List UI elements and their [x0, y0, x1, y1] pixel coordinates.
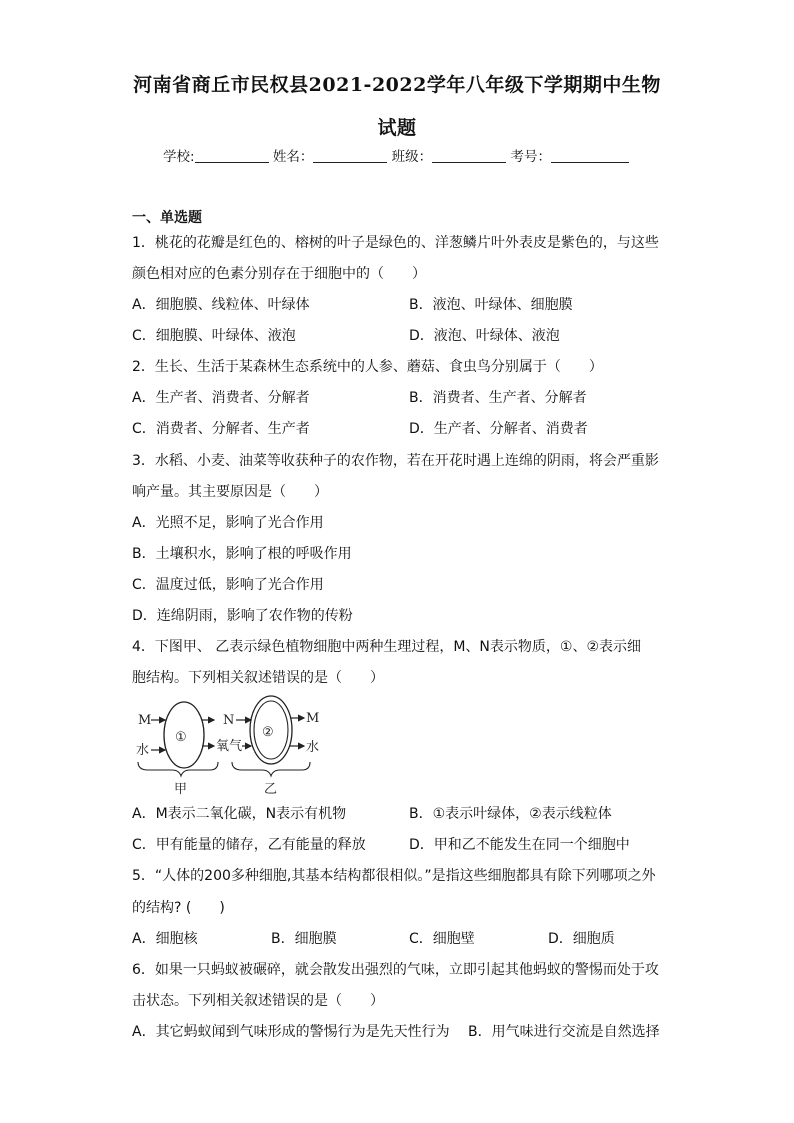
q1-stem-line1: 1．桃花的花瓣是红色的、榕树的叶子是绿色的、洋葱鳞片叶外表皮是紫色的，与这些 — [132, 235, 659, 251]
q4-option-c[interactable]: C．甲有能量的储存，乙有能量的释放 — [132, 837, 366, 853]
q4-option-b[interactable]: B．①表示叶绿体，②表示线粒体 — [409, 806, 612, 822]
q5-option-c[interactable]: C．细胞壁 — [409, 931, 475, 947]
diagram-label-jia: 甲 — [174, 782, 188, 797]
section-heading: 一、单选题 — [132, 210, 202, 226]
diagram-label-m-left: M — [138, 713, 152, 728]
diagram-label-circle1: ① — [175, 730, 187, 745]
q3-stem-line2: 响产量。其主要原因是（ ） — [132, 484, 328, 500]
q3-option-b[interactable]: B．土壤积水，影响了根的呼吸作用 — [132, 546, 352, 562]
q4-stem-line1: 4．下图甲、 乙表示绿色植物细胞中两种生理过程，M、N表示物质，①、②表示细 — [132, 639, 642, 655]
diagram-label-oxygen: 氧气 — [216, 739, 243, 754]
q5-option-b[interactable]: B．细胞膜 — [271, 931, 337, 947]
brace-jia — [138, 762, 218, 776]
q5-option-a[interactable]: A．细胞核 — [132, 931, 198, 947]
q3-option-d[interactable]: D．连绵阴雨，影响了农作物的传粉 — [132, 608, 353, 624]
q1-stem-line2: 颜色相对应的色素分别存在于细胞中的（ ） — [132, 266, 426, 282]
diagram-label-water-right: 水 — [306, 740, 320, 755]
q2-option-c[interactable]: C．消费者、分解者、生产者 — [132, 421, 310, 437]
q6-options-ab[interactable]: A．其它蚂蚁闻到气味形成的警惕行为是先天性行为 B．用气味进行交流是自然选择 — [132, 1024, 660, 1040]
q6-stem-line2: 击状态。下列相关叙述错误的是（ ） — [132, 993, 384, 1009]
q2-option-d[interactable]: D．生产者、分解者、消费者 — [409, 421, 588, 437]
school-label: 学校: — [163, 149, 195, 165]
name-label: 姓名： — [272, 149, 314, 165]
diagram-label-water-left: 水 — [136, 743, 150, 758]
diagram-label-circle2: ② — [262, 725, 274, 740]
diagram-label-n: N — [223, 713, 235, 728]
q2-option-b[interactable]: B．消费者、生产者、分解者 — [409, 390, 587, 406]
class-blank[interactable] — [432, 148, 506, 163]
exam-number-label: 考号： — [510, 149, 551, 165]
q5-option-d[interactable]: D．细胞质 — [548, 931, 615, 947]
document-title-line1: 河南省商丘市民权县2021-2022学年八年级下学期期中生物 — [133, 74, 661, 96]
q3-option-a[interactable]: A．光照不足，影响了光合作用 — [132, 515, 324, 531]
exam-number-blank[interactable] — [551, 148, 629, 163]
class-label: 班级： — [391, 149, 433, 165]
q2-stem-line1: 2．生长、生活于某森林生态系统中的人参、蘑菇、食虫鸟分别属于（ ） — [132, 359, 603, 375]
q2-option-a[interactable]: A．生产者、消费者、分解者 — [132, 390, 310, 406]
q4-option-a[interactable]: A．M表示二氧化碳，N表示有机物 — [132, 806, 347, 822]
q4-stem-line2: 胞结构。下列相关叙述错误的是（ ） — [132, 670, 384, 686]
q3-option-c[interactable]: C．温度过低，影响了光合作用 — [132, 577, 324, 593]
q1-option-a[interactable]: A．细胞膜、线粒体、叶绿体 — [132, 297, 310, 313]
q4-option-d[interactable]: D．甲和乙不能发生在同一个细胞中 — [409, 837, 630, 853]
name-blank[interactable] — [313, 148, 387, 163]
school-blank[interactable] — [195, 148, 269, 163]
document-title-line2: 试题 — [377, 117, 417, 139]
q1-option-d[interactable]: D．液泡、叶绿体、液泡 — [409, 328, 560, 344]
diagram-label-m-right: M — [306, 711, 320, 726]
q3-stem-line1: 3．水稻、小麦、油菜等收获种子的农作物，若在开花时遇上连绵的阴雨，将会严重影 — [132, 453, 659, 469]
photosynthesis-respiration-diagram — [134, 690, 334, 798]
q5-stem-line1: 5．“人体的200多种细胞,其基本结构都很相似。”是指这些细胞都具有除下列哪项之外 — [132, 868, 656, 884]
q5-stem-line2: 的结构? ( ) — [132, 900, 225, 916]
q1-option-c[interactable]: C．细胞膜、叶绿体、液泡 — [132, 328, 296, 344]
student-info-line — [163, 145, 629, 165]
diagram-label-yi: 乙 — [264, 782, 278, 797]
q6-stem-line1: 6．如果一只蚂蚁被碾碎，就会散发出强烈的气味，立即引起其他蚂蚁的警惕而处于攻 — [132, 962, 659, 978]
q1-option-b[interactable]: B．液泡、叶绿体、细胞膜 — [409, 297, 573, 313]
